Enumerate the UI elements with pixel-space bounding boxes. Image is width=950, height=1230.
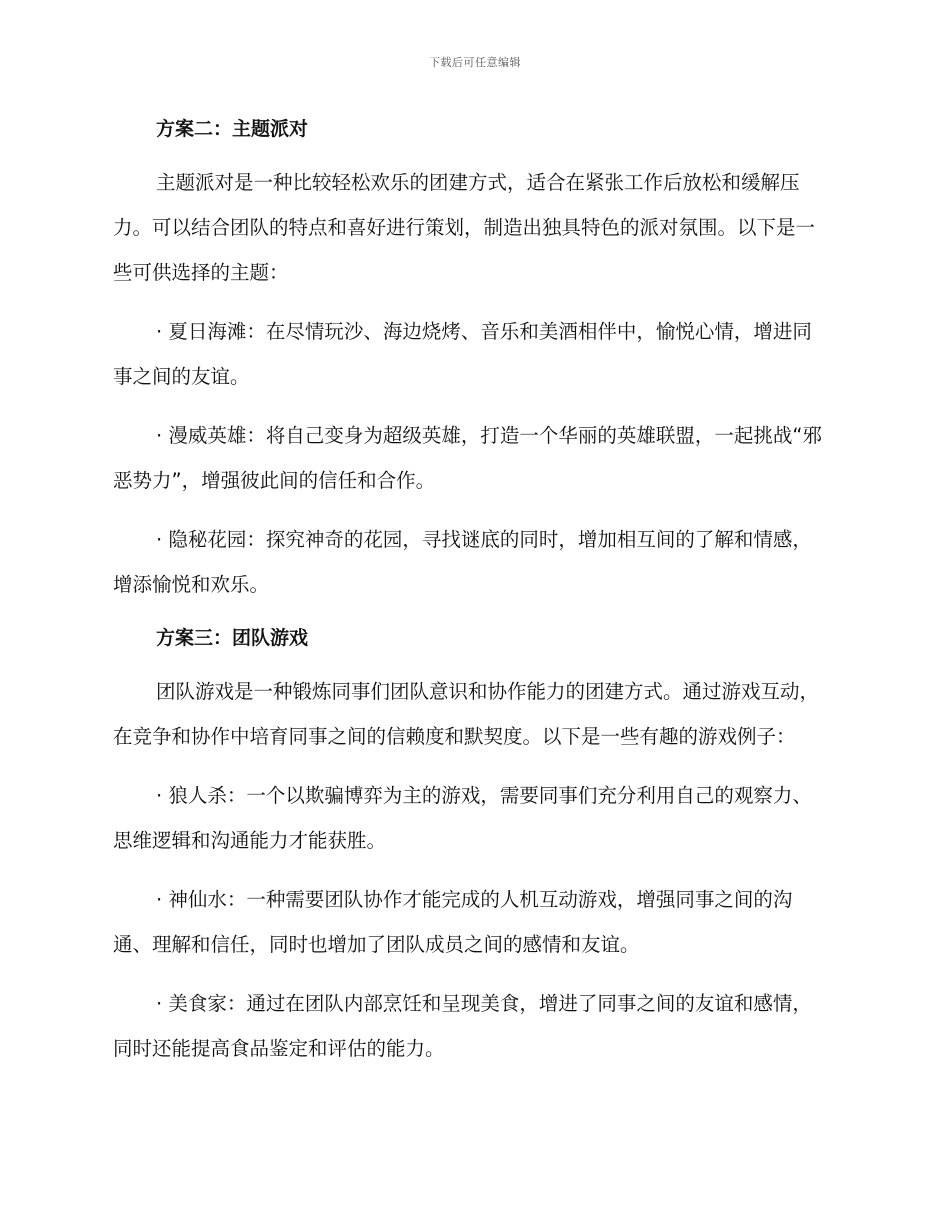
section-2-intro: 主题派对是一种比较轻松欢乐的团建方式，适合在紧张工作后放松和缓解压力。可以结合团队的特点和喜好进行策划，制造出独具特色的派对氛围。以下是一些可供选择的主题： [113, 171, 816, 284]
section-2-heading: 方案二：主题派对 [156, 118, 309, 140]
section-3-intro: 团队游戏是一种锻炼同事们团队意识和协作能力的团建方式。通过游戏互动，在竞争和协作中培育同事之间的信赖度和默契度。以下是一些有趣的游戏例子： [113, 680, 820, 748]
section-2-item-beach: · 夏日海滩：在尽情玩沙、海边烧烤、音乐和美酒相伴中，愉悦心情，增进同事之间的友谊。 [113, 320, 812, 388]
page-header: 下载后可任意编辑 [429, 56, 521, 69]
section-3-item-werewolf: · 狼人杀：一个以欺骗博弈为主的游戏，需要同事们充分利用自己的观察力、思维逻辑和沟通能力才能获胜。 [113, 784, 812, 852]
section-3-item-gourmet: · 美食家：通过在团队内部烹饪和呈现美食，增进了同事之间的友谊和感情，同时还能提高食品鉴定和评估的能力。 [113, 992, 812, 1060]
section-3-item-fairy-water: · 神仙水：一种需要团队协作才能完成的人机互动游戏，增强同事之间的沟通、理解和信任，同时也增加了团队成员之间的感情和友谊。 [113, 888, 793, 956]
document-body [113, 110, 831, 1071]
section-3-heading: 方案三：团队游戏 [156, 627, 309, 649]
section-2-item-garden: · 隐秘花园：探究神奇的花园，寻找谜底的同时，增加相互间的了解和情感，增添愉悦和欢乐。 [113, 528, 812, 596]
section-2-item-marvel: · 漫威英雄：将自己变身为超级英雄，打造一个华丽的英雄联盟，一起挑战“邪恶势力”，增强彼此间的信任和合作。 [113, 424, 822, 492]
